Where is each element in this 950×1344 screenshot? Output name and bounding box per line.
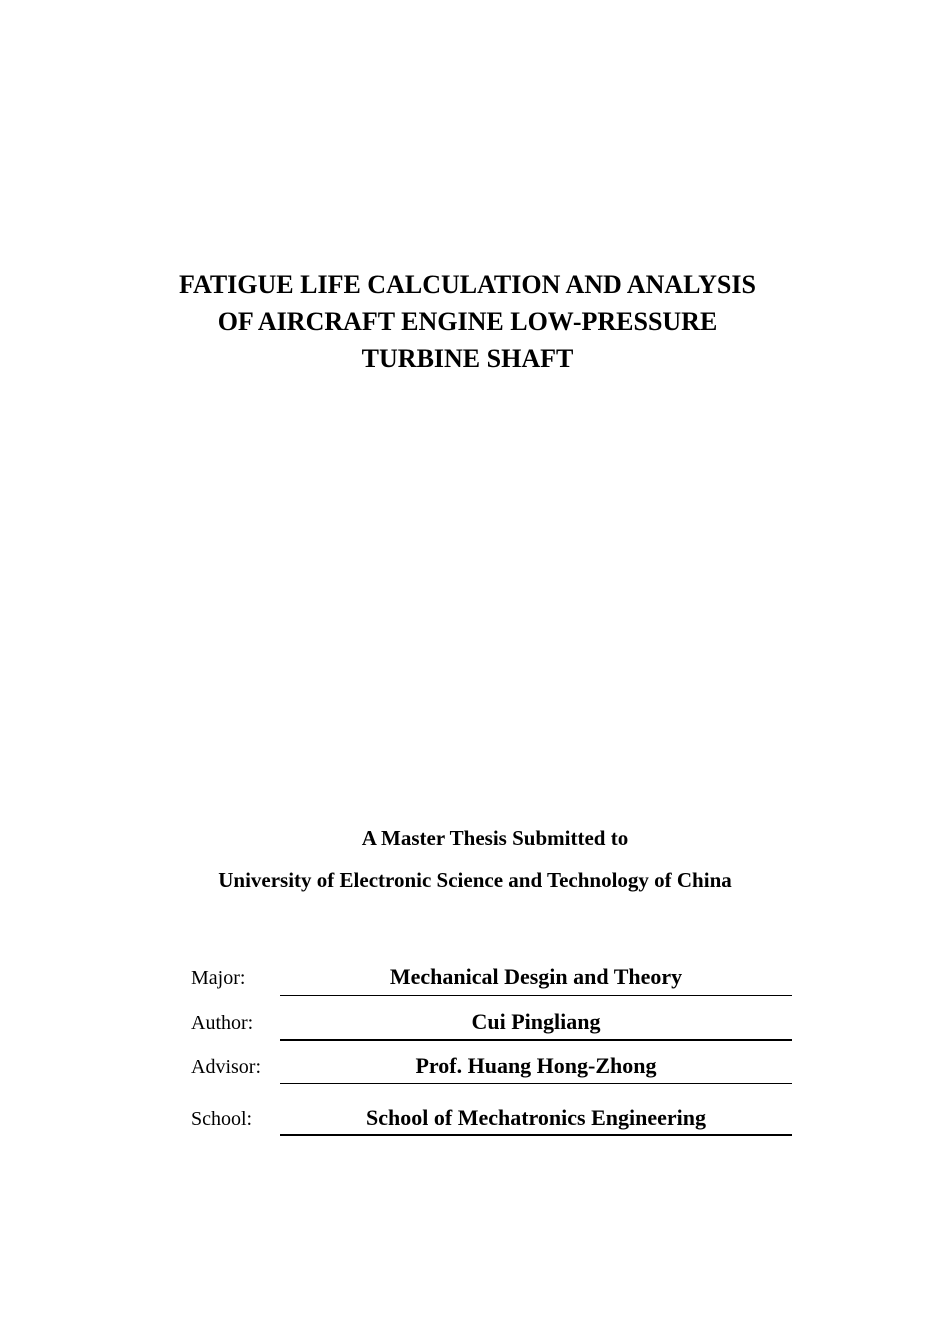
school-label: School: (191, 1108, 253, 1130)
thesis-title-line-2: OF AIRCRAFT ENGINE LOW-PRESSURE (217, 307, 718, 336)
school-value: School of Mechatronics Engineering (366, 1105, 706, 1130)
major-label: Major: (191, 967, 246, 989)
school-underline (280, 1134, 792, 1136)
advisor-row (0, 1053, 950, 1093)
major-row (0, 964, 950, 1004)
advisor-value: Prof. Huang Hong-Zhong (415, 1053, 657, 1078)
author-value: Cui Pingliang (471, 1009, 601, 1034)
major-value: Mechanical Desgin and Theory (389, 964, 683, 989)
submission-statement: A Master Thesis Submitted to (361, 826, 629, 850)
thesis-title (0, 266, 935, 377)
author-underline (280, 1039, 792, 1041)
thesis-title-line-3: TURBINE SHAFT (361, 344, 574, 373)
school-row (0, 1105, 950, 1145)
author-row (0, 1009, 950, 1049)
author-label: Author: (191, 1012, 254, 1034)
advisor-label: Advisor: (191, 1056, 261, 1078)
advisor-underline (280, 1083, 792, 1084)
university-name: University of Electronic Science and Technology of China (218, 868, 732, 892)
thesis-title-line-1: FATIGUE LIFE CALCULATION AND ANALYSIS (179, 270, 756, 299)
major-underline (280, 995, 792, 996)
